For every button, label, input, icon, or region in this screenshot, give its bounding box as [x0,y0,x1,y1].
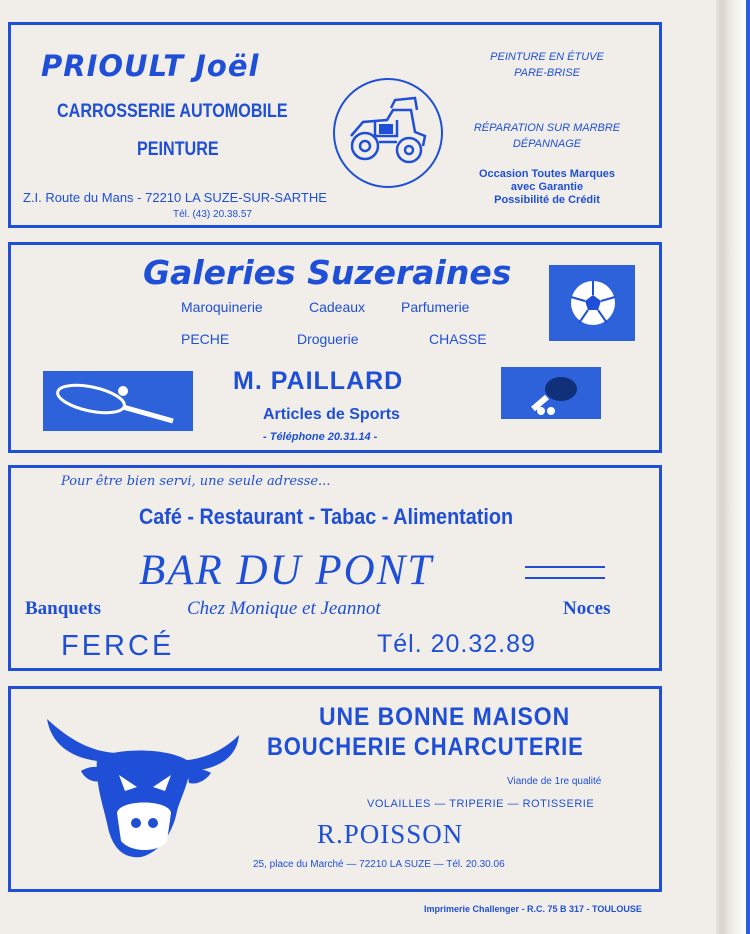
dept-droguerie: Droguerie [297,331,359,347]
products-line: VOLAILLES — TRIPERIE — ROTISSERIE [367,798,595,810]
slogan: UNE BONNE MAISON [319,703,571,731]
ad-bar-du-pont [8,465,662,671]
address: Z.I. Route du Mans - 72210 LA SUZE-SUR-SARTHE [23,190,327,205]
hosts-line: Chez Monique et Jeannot [187,598,381,619]
offer-line-3: Possibilité de Crédit [494,194,600,206]
butcher-name: R.POISSON [317,819,464,849]
tagline: Articles de Sports [263,406,400,423]
bar-name: BAR DU PONT [139,547,434,594]
phone: Tél. 20.32.89 [377,630,536,658]
service-etuve: PEINTURE EN ÉTUVE [490,51,604,63]
dept-chasse: CHASSE [429,331,487,347]
services-line: Café - Restaurant - Tabac - Alimentation [139,504,514,529]
service-marbre: RÉPARATION SUR MARBRE [473,122,621,134]
ping-pong-paddle-icon [501,367,601,419]
soccer-ball-icon [549,265,635,341]
trade-line-1: CARROSSERIE AUTOMOBILE [57,101,288,122]
ad-galeries-suzeraines [8,242,662,453]
quality-line: Viande de 1re qualité [507,776,602,787]
dept-maroquinerie: Maroquinerie [181,299,263,315]
address: 25, place du Marché — 72210 LA SUZE — Tél. 20.30.06 [253,859,505,870]
town: FERCÉ [61,630,175,662]
service-pare-brise: PARE-BRISE [514,67,580,79]
tennis-racket-icon [43,371,193,431]
intro-line: Pour être bien servi, une seule adresse... [61,474,331,489]
bull-head-icon [41,713,245,865]
offer-line-1: Occasion Toutes Marques [478,168,616,180]
event-banquets: Banquets [25,598,102,619]
double-rule [525,566,605,579]
printer-imprint: Imprimerie Challenger - R.C. 75 B 317 - TOULOUSE [424,904,642,914]
phone: Tél. (43) 20.38.57 [173,209,252,220]
trade-line: BOUCHERIE CHARCUTERIE [267,733,584,761]
dept-cadeaux: Cadeaux [309,299,366,315]
dept-peche: PECHE [181,331,230,347]
phone: - Téléphone 20.31.14 - [263,431,378,443]
service-depannage: DÉPANNAGE [512,138,582,150]
facing-page-edge [746,0,750,934]
vintage-car-icon [333,78,443,188]
page-gutter [716,0,750,934]
owner-name: M. PAILLARD [233,367,404,395]
store-name: Galeries Suzeraines [143,253,512,292]
business-name: PRIOULT Joël [41,49,260,83]
trade-line-2: PEINTURE [137,139,219,160]
ad-prioult [8,22,662,228]
ad-boucherie-poisson [8,686,662,892]
event-noces: Noces [563,598,611,619]
offer-line-2: avec Garantie [510,181,584,193]
dept-parfumerie: Parfumerie [401,299,470,315]
